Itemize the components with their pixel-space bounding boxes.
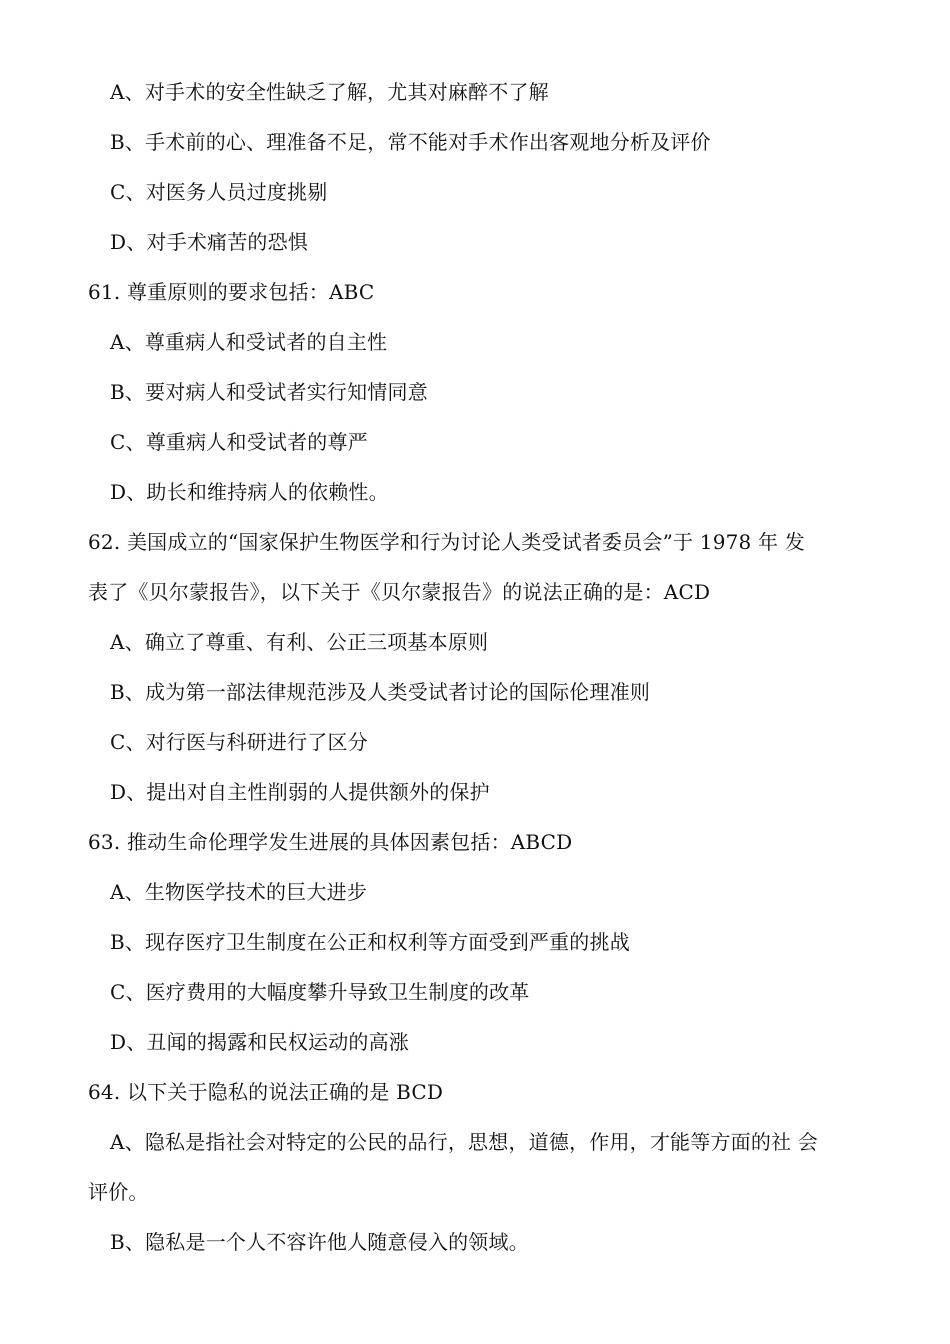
option-61-c: C、尊重病人和受试者的尊严 xyxy=(110,430,368,454)
question-63: 63. 推动生命伦理学发生进展的具体因素包括：ABCD xyxy=(88,830,573,854)
question-64: 64. 以下关于隐私的说法正确的是 BCD xyxy=(88,1080,444,1104)
option-60-b: B、手术前的心、理准备不足，常不能对手术作出客观地分析及评价 xyxy=(110,130,711,154)
question-62-line-1: 62. 美国成立的“国家保护生物医学和行为讨论人类受试者委员会”于 1978 年 发 xyxy=(88,530,805,554)
option-63-a: A、生物医学技术的巨大进步 xyxy=(110,880,368,904)
question-61: 61. 尊重原则的要求包括：ABC xyxy=(88,280,375,304)
option-62-a: A、确立了尊重、有利、公正三项基本原则 xyxy=(110,630,489,654)
question-62-line-2: 表了《贝尔蒙报告》，以下关于《贝尔蒙报告》的说法正确的是：ACD xyxy=(88,580,711,604)
option-60-a: A、对手术的安全性缺乏了解，尤其对麻醉不了解 xyxy=(110,80,549,104)
option-61-d: D、助长和维持病人的依赖性。 xyxy=(110,480,389,504)
option-62-b: B、成为第一部法律规范涉及人类受试者讨论的国际伦理准则 xyxy=(110,680,651,704)
option-63-b: B、现存医疗卫生制度在公正和权利等方面受到严重的挑战 xyxy=(110,930,630,954)
option-64-a-line-2: 评价。 xyxy=(88,1180,149,1204)
option-60-d: D、对手术痛苦的恐惧 xyxy=(110,230,309,254)
option-64-a-line-1: A、隐私是指社会对特定的公民的品行，思想，道德，作用，才能等方面的社 会 xyxy=(110,1130,819,1154)
option-64-b: B、隐私是一个人不容许他人随意侵入的领域。 xyxy=(110,1230,529,1254)
option-60-c: C、对医务人员过度挑剔 xyxy=(110,180,328,204)
option-63-c: C、医疗费用的大幅度攀升导致卫生制度的改革 xyxy=(110,980,530,1004)
option-61-b: B、要对病人和受试者实行知情同意 xyxy=(110,380,428,404)
option-63-d: D、丑闻的揭露和民权运动的高涨 xyxy=(110,1030,410,1054)
option-61-a: A、尊重病人和受试者的自主性 xyxy=(110,330,388,354)
option-62-d: D、提出对自主性削弱的人提供额外的保护 xyxy=(110,780,490,804)
option-62-c: C、对行医与科研进行了区分 xyxy=(110,730,368,754)
